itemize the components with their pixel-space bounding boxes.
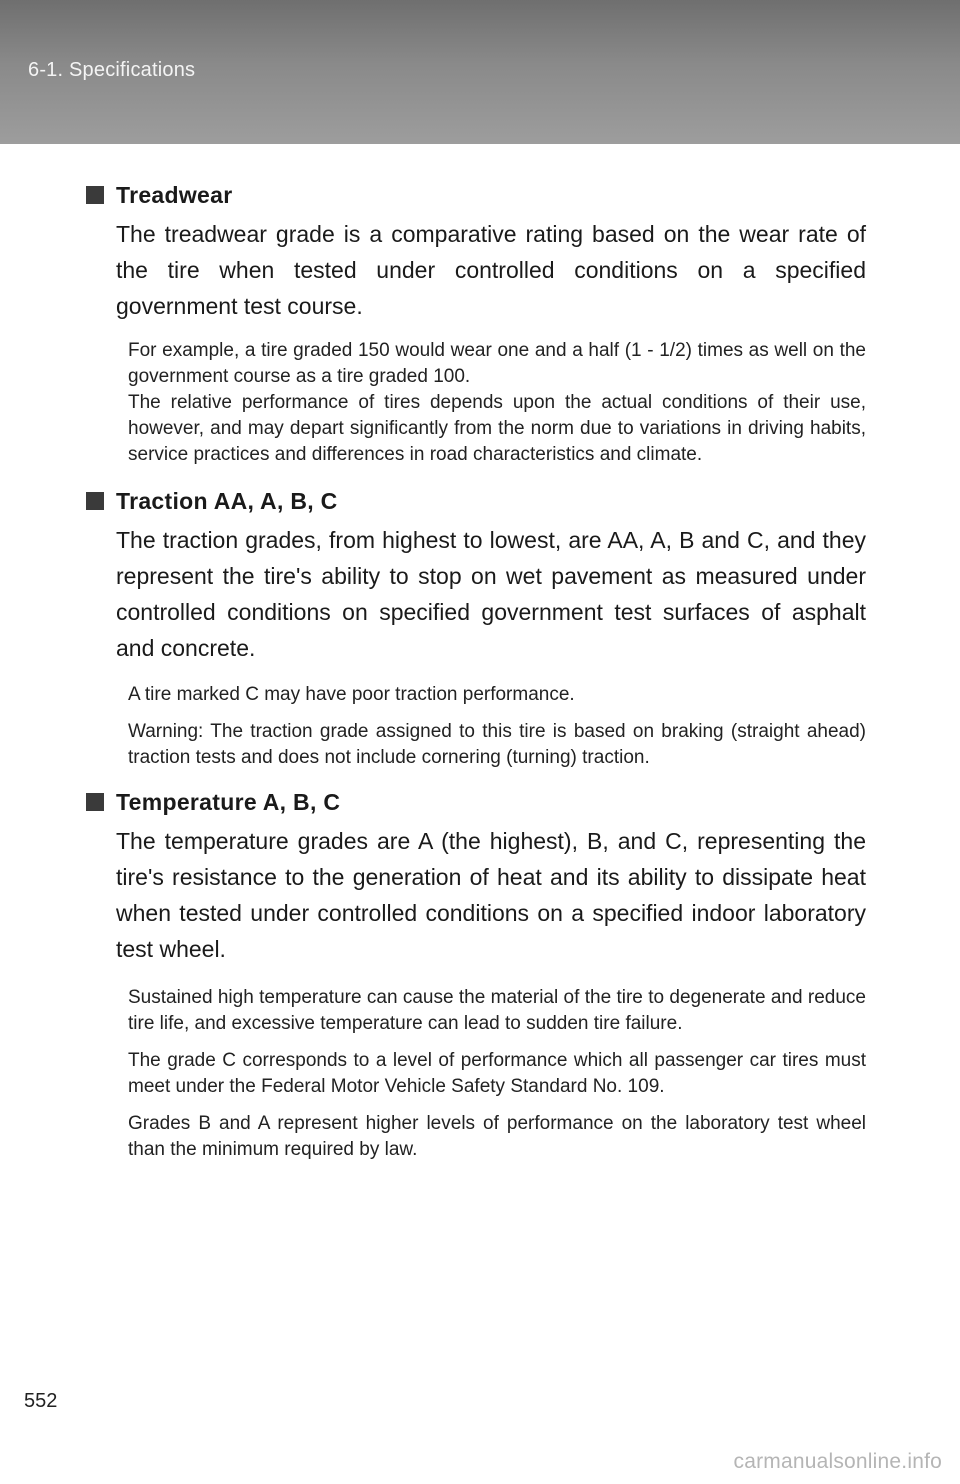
section-notes [128, 682, 866, 771]
section-heading [116, 178, 866, 212]
section-notes [128, 338, 866, 468]
section-treadwear [116, 178, 866, 468]
note-paragraph: For example, a tire graded 150 would wear one and a half (1 - 1/2) times as well on the government course as a tire graded 100. [128, 340, 866, 387]
note-paragraph: The grade C corresponds to a level of performance which all passenger car tires must meet under the Federal Motor Vehicle Safety Standard No. 109. [128, 1050, 866, 1097]
section-breadcrumb: 6-1. Specifications [28, 59, 196, 81]
note-paragraph: Grades B and A represent higher levels of performance on the laboratory test wheel than the minimum required by law. [128, 1113, 866, 1160]
section-heading-text: Treadwear [116, 182, 233, 208]
page-header-band [0, 0, 960, 144]
site-watermark: carmanualsonline.info [733, 1450, 942, 1473]
section-heading-text: Traction AA, A, B, C [116, 488, 338, 514]
section-body: The temperature grades are A (the highest), B, and C, representing the tire's resistance to the generation of heat and its ability to dissipate heat when tested under controlled conditions on a specified indoor laboratory test wheel. [116, 828, 866, 962]
note-paragraph: Sustained high temperature can cause the material of the tire to degenerate and reduce tire life, and excessive temperature can lead to sudden tire failure. [128, 987, 866, 1034]
note-paragraph: The relative performance of tires depends upon the actual conditions of their use, however, and may depart significantly from the norm due to variations in driving habits, service practices and differences in road characteristics and climate. [128, 392, 866, 465]
section-temperature [116, 785, 866, 1163]
note-paragraph: A tire marked C may have poor traction performance. [128, 684, 575, 705]
page-content [116, 178, 866, 1163]
note-paragraph: Warning: The traction grade assigned to this tire is based on braking (straight ahead) traction tests and does not include cornering (turning) traction. [128, 721, 866, 768]
square-bullet-icon [86, 492, 104, 510]
section-body: The traction grades, from highest to lowest, are AA, A, B and C, and they represent the tire's ability to stop on wet pavement as measured under controlled conditions on specified government test surfaces of asphalt and concrete. [116, 527, 866, 661]
section-heading [116, 484, 866, 518]
section-traction [116, 484, 866, 771]
section-heading-text: Temperature A, B, C [116, 789, 341, 815]
section-heading [116, 785, 866, 819]
square-bullet-icon [86, 793, 104, 811]
page-number: 552 [24, 1390, 58, 1412]
section-body: The treadwear grade is a comparative rating based on the wear rate of the tire when tested under controlled conditions on a specified government test course. [116, 221, 866, 319]
section-notes [128, 985, 866, 1163]
square-bullet-icon [86, 186, 104, 204]
